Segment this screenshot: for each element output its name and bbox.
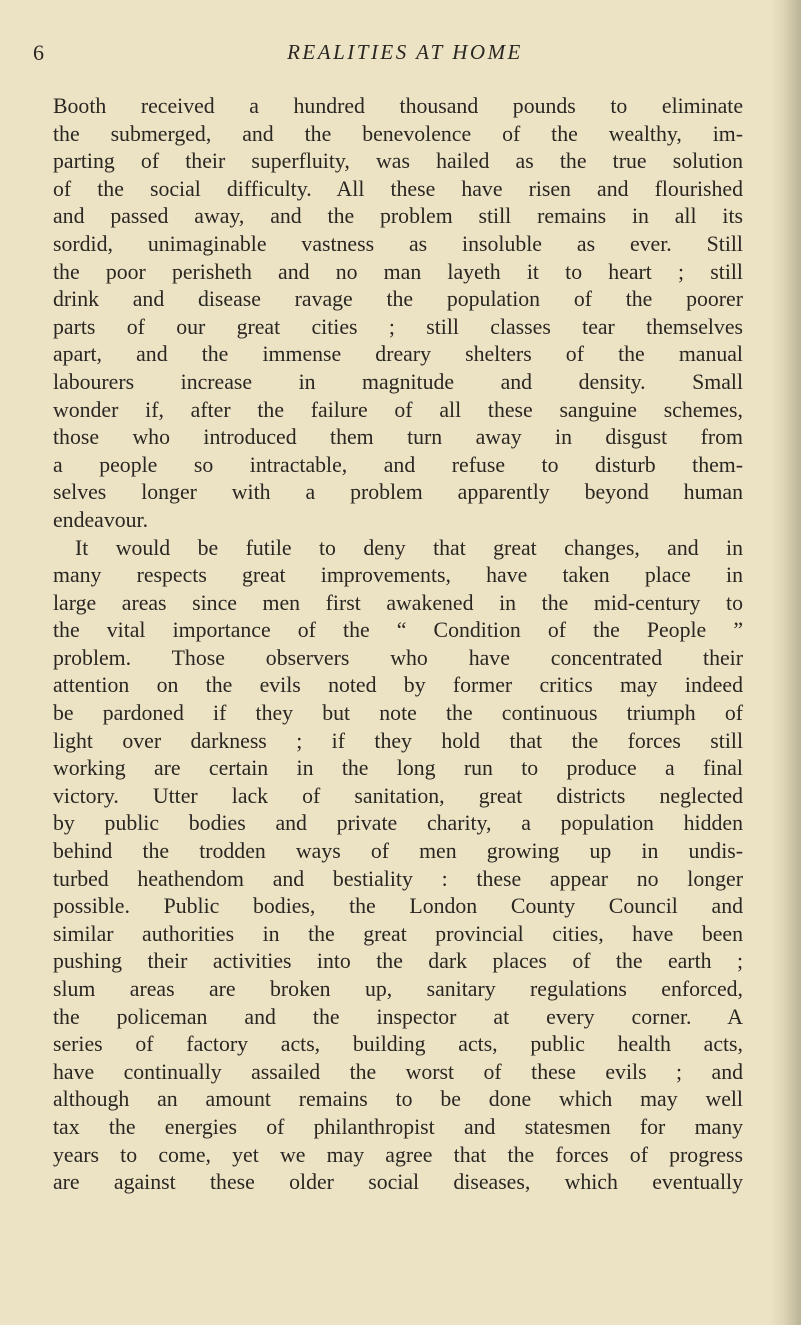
- text-line: by public bodies and private charity, a population hidden: [53, 811, 743, 836]
- text-line: parts of our great cities ; still classes tear themselves: [53, 314, 743, 339]
- text-line: possible. Public bodies, the London County Council and: [53, 894, 743, 919]
- text-line: tax the energies of philanthropist and statesmen for many: [53, 1114, 743, 1139]
- text-line: similar authorities in the great provincial cities, have been: [53, 921, 743, 946]
- text-line: apart, and the immense dreary shelters of the manual: [53, 342, 743, 367]
- text-line: years to come, yet we may agree that the forces of progress: [53, 1142, 743, 1167]
- text-line: sordid, unimaginable vastness as insoluble as ever. Still: [53, 231, 743, 256]
- running-title: REALITIES AT HOME: [287, 40, 523, 64]
- body-text: [53, 93, 743, 1197]
- page-header: [30, 40, 730, 76]
- text-line: series of factory acts, building acts, public health acts,: [53, 1032, 743, 1057]
- text-line: parting of their superfluity, was hailed as the true solution: [53, 149, 743, 174]
- text-line: have continually assailed the worst of these evils ; and: [53, 1059, 743, 1084]
- text-line: drink and disease ravage the population of the poorer: [53, 287, 743, 312]
- paragraph: [53, 93, 743, 535]
- text-line: victory. Utter lack of sanitation, great districts neglected: [53, 783, 743, 808]
- text-line: light over darkness ; if they hold that the forces still: [53, 728, 743, 753]
- text-line: the submerged, and the benevolence of the wealthy, im-: [53, 121, 743, 146]
- text-line: pushing their activities into the dark places of the earth ;: [53, 949, 743, 974]
- text-line: selves longer with a problem apparently beyond human: [53, 480, 743, 505]
- text-line: turbed heathendom and bestiality : these appear no longer: [53, 866, 743, 891]
- text-line: of the social difficulty. All these have risen and flourished: [53, 176, 743, 201]
- text-line: a people so intractable, and refuse to disturb them-: [53, 452, 743, 477]
- text-line: problem. Those observers who have concentrated their: [53, 645, 743, 670]
- paragraph: [53, 535, 743, 1197]
- text-line: slum areas are broken up, sanitary regulations enforced,: [53, 977, 743, 1001]
- text-line: the poor perisheth and no man layeth it to heart ; still: [53, 259, 743, 284]
- text-line: are against these older social diseases, which eventually: [53, 1170, 743, 1195]
- text-line: many respects great improvements, have taken place in: [53, 563, 743, 588]
- text-line: the policeman and the inspector at every corner. A: [53, 1004, 743, 1029]
- page-number: 6: [33, 40, 45, 65]
- text-line: large areas since men first awakened in the mid-century to: [53, 590, 743, 615]
- text-line: the vital importance of the “ Condition of the People ”: [53, 618, 743, 643]
- text-line: and passed away, and the problem still remains in all its: [53, 204, 743, 229]
- text-line: be pardoned if they but note the continuous triumph of: [53, 701, 743, 726]
- text-line: although an amount remains to be done which may well: [53, 1087, 743, 1112]
- text-line: working are certain in the long run to produce a final: [53, 756, 743, 781]
- text-line: attention on the evils noted by former critics may indeed: [53, 673, 743, 698]
- text-line: Booth received a hundred thousand pounds to eliminate: [53, 94, 743, 118]
- text-line: behind the trodden ways of men growing up in undis-: [53, 839, 743, 864]
- text-line: endeavour.: [53, 507, 149, 532]
- text-line: those who introduced them turn away in disgust from: [53, 425, 743, 450]
- text-line: wonder if, after the failure of all these sanguine schemes,: [53, 397, 743, 422]
- text-line: labourers increase in magnitude and density. Small: [53, 369, 743, 394]
- text-line: It would be futile to deny that great changes, and in: [75, 535, 743, 560]
